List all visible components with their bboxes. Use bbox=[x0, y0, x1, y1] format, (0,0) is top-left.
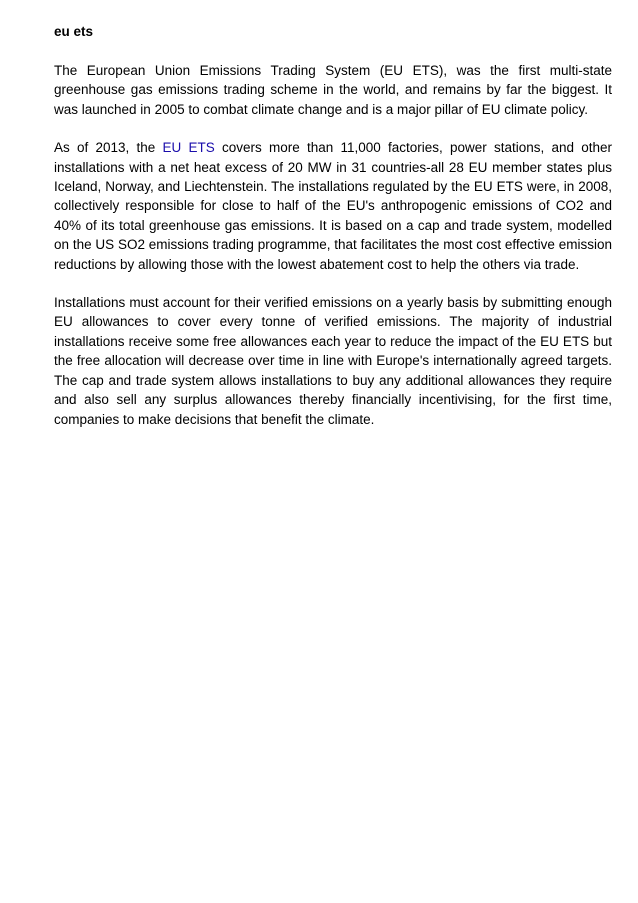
paragraph-coverage bbox=[54, 138, 612, 274]
eu-ets-link[interactable]: EU ETS bbox=[162, 140, 215, 156]
document-title: eu ets bbox=[54, 24, 94, 39]
paragraph-intro: The European Union Emissions Trading System (EU ETS), was the first multi-state greenhouse gas emissions trading scheme in the world, and remains by far the biggest. It was launched in 2005 to combat climate change and is a major pillar of EU climate policy. bbox=[54, 63, 612, 117]
paragraph-coverage-prefix: As of 2013, the bbox=[54, 140, 163, 156]
document-page bbox=[54, 22, 612, 448]
paragraph-allowances: Installations must account for their verified emissions on a yearly basis by submitting enough EU allowances to cover every tonne of verified emissions. The majority of industrial installations receive some free allowances each year to reduce the impact of the EU ETS but the free allocation will decrease over time in line with Europe's internationally agreed targets. The cap and trade system allows installations to buy any additional allowances they require and also sell any surplus allowances thereby financially incentivising, for the first time, companies to make decisions that benefit the climate. bbox=[54, 295, 612, 427]
paragraph-coverage-suffix: covers more than 11,000 factories, power stations, and other installations with a net heat excess of 20 MW in 31 countries-all 28 EU member states plus Iceland, Norway, and Liechtenstein. The installations regulated by the EU ETS were, in 2008, collectively responsible for close to half of the EU's anthropogenic emissions of CO2 and 40% of its total greenhouse gas emissions. It is based on a cap and trade system, modelled on the US SO2 emissions trading programme, that facilitates the most cost effective emission reductions by allowing those with the lowest abatement cost to help the others via trade. bbox=[54, 140, 612, 272]
